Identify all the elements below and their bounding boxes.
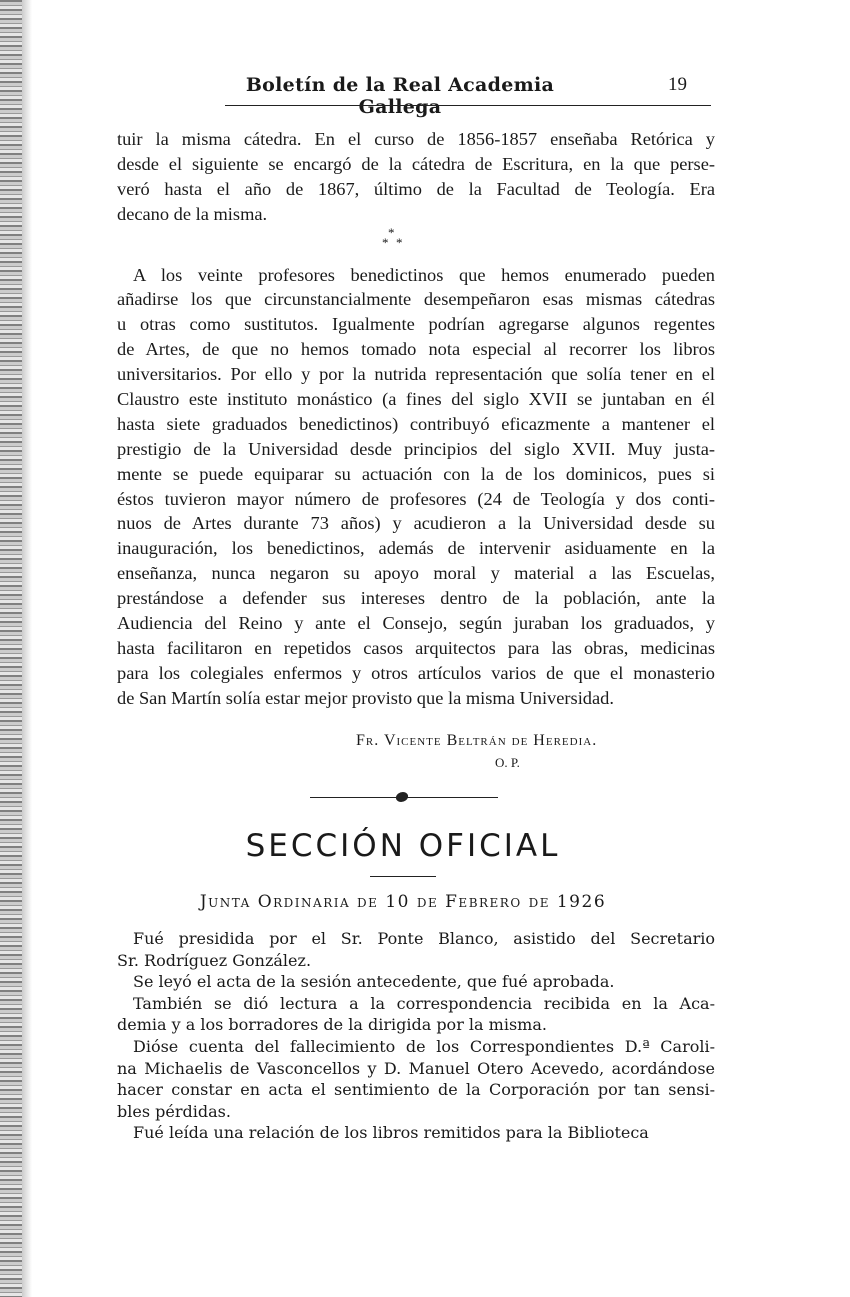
text-line: universitarios. Por ello y por la nutrida representación que solía tener en el — [117, 364, 715, 385]
text-line: A los veinte profesores benedictinos que hemos enumerado pueden — [133, 264, 715, 285]
scan-edge — [0, 0, 22, 1297]
text-line: bles pérdidas. — [117, 1101, 231, 1121]
text-line: tuir la misma cátedra. En el curso de 1856-1857 enseñaba Retórica y — [117, 129, 715, 149]
text-line: u otras como sustitutos. Igualmente podrían agregarse algunos regentes — [117, 314, 715, 335]
author-order: O. P. — [495, 755, 520, 770]
text-line: demia y a los borradores de la dirigida por la misma. — [117, 1015, 547, 1035]
text-line: veró hasta el año de 1867, último de la Facultad de Teología. Era — [117, 178, 715, 199]
ornament-diamond-icon — [395, 792, 409, 802]
text-line: nuos de Artes durante 73 años) y acudieron a la Universidad desde su — [117, 513, 715, 534]
text-line: hacer constar en acta el sentimiento de la Corporación por tan sensi- — [117, 1080, 715, 1100]
title-rule — [370, 876, 436, 877]
text-line: Dióse cuenta del fallecimiento de los Correspondientes D.ª Caroli- — [133, 1036, 715, 1056]
text-line: Fué presidida por el Sr. Ponte Blanco, asistido del Secretario — [133, 929, 715, 948]
text-line: Sr. Rodríguez González. — [117, 950, 312, 970]
text-line: prestigio de la Universidad desde principios del siglo XVII. Muy justa- — [117, 438, 715, 459]
paragraph-1 — [117, 127, 715, 227]
text-line: Audiencia del Reino y ante el Consejo, según juraban los graduados, y — [117, 613, 715, 634]
asterism-star: * — [382, 234, 389, 250]
text-line: na Michaelis de Vasconcellos y D. Manuel Otero Acevedo, acordándose — [117, 1058, 715, 1078]
text-line: desde el siguiente se encargó de la cátedra de Escritura, en la que perse- — [117, 153, 715, 174]
article-body — [117, 127, 715, 711]
text-line: añadirse los que circunstancialmente desempeñaron esas mismas cátedras — [117, 289, 715, 310]
text-line: de Artes, de que no hemos tomado nota especial al recorrer los libros — [117, 339, 715, 360]
text-line: hasta siete graduados benedictinos) contribuyó eficazmente a mantener el — [117, 413, 715, 434]
meeting-heading: Junta Ordinaria de 10 de Febrero de 1926 — [199, 892, 607, 912]
text-line: inauguración, los benedictinos, además de intervenir asiduamente en la — [117, 538, 715, 559]
text-line: Claustro este instituto monástico (a fines del siglo XVII se juntaban en él — [117, 389, 715, 410]
asterism — [117, 224, 715, 263]
text-line: prestándose a defender sus intereses dentro de la población, ante la — [117, 588, 715, 609]
text-line: de San Martín solía estar mejor provisto que la misma Universidad. — [117, 687, 614, 708]
scan-edge-shadow — [22, 0, 32, 1297]
header-rule — [225, 105, 711, 106]
asterism-star: * — [396, 234, 403, 250]
section-title: SECCIÓN OFICIAL — [245, 828, 561, 864]
text-line: mente se puede equiparar su actuación con la de los dominicos, pues si — [117, 463, 715, 484]
text-line: Fué leída una relación de los libros remitidos para la Biblioteca — [133, 1123, 649, 1143]
text-line: enseñanza, nunca negaron su apoyo moral y material a las Escuelas, — [117, 563, 715, 584]
text-line: También se dió lectura a la correspondencia recibida en la Aca- — [133, 993, 715, 1013]
journal-title: Boletín de la Real Academia Gallega — [245, 74, 555, 118]
asterism-star: * — [388, 224, 395, 240]
text-line: éstos tuvieron mayor número de profesores (24 de Teología y dos conti- — [117, 488, 715, 509]
text-line: decano de la misma. — [117, 203, 268, 224]
text-line: para los colegiales enfermos y otros artículos varios de que el monasterio — [117, 662, 715, 683]
paragraph-2 — [117, 263, 715, 711]
page-number: 19 — [668, 74, 687, 95]
text-line: Se leyó el acta de la sesión antecedente, que fué aprobada. — [133, 972, 615, 992]
author-signature: Fr. Vicente Beltrán de Heredia. — [356, 732, 598, 749]
minutes-body — [117, 928, 715, 1144]
text-line: hasta facilitaron en repetidos casos arquitectos para las obras, medicinas — [117, 637, 715, 658]
running-header — [210, 74, 710, 118]
